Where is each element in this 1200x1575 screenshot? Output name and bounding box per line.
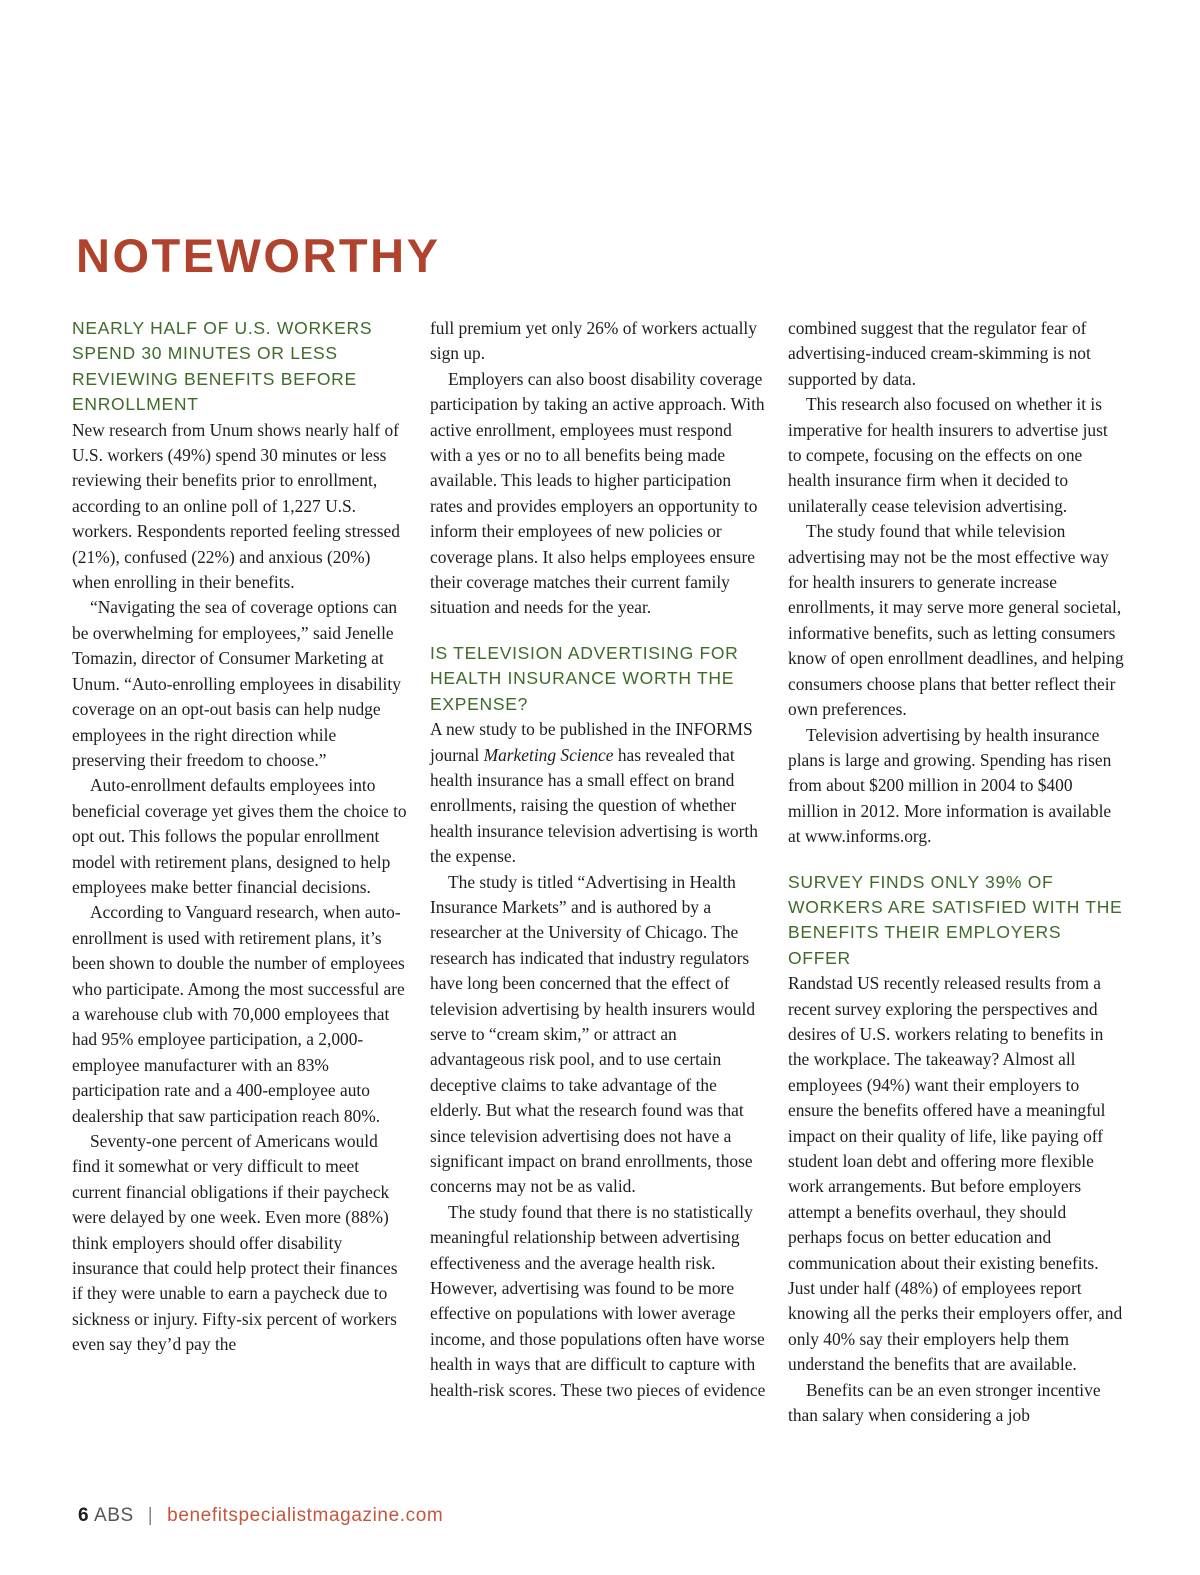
article-heading-unum: NEARLY HALF OF U.S. WORKERS SPEND 30 MINUTES OR LESS REVIEWING BENEFITS BEFORE ENROLLMENT xyxy=(72,318,373,415)
paragraph: Seventy-one percent of Americans would find it somewhat or very difficult to meet current financial obligations if their paycheck were delayed by one week. Even more (88%) think employers should offer disability insurance that could help protect their finances if they were unable to earn a paycheck due to sickness or injury. Fifty-six percent of workers even say they’d pay the xyxy=(72,1131,398,1355)
paragraph: The study found that there is no statistically meaningful relationship between advertising effectiveness and the average health risk. However, advertising was found to be more effective on populations with lower average income, and those populations often have worse health in ways that are difficult to capture with health-risk scores. These two pieces of evidence xyxy=(430,1201,766,1400)
paragraph: Benefits can be an even stronger incentive than salary when considering a job xyxy=(788,1379,1101,1426)
article-column-1 xyxy=(72,316,408,1358)
paragraph: combined suggest that the regulator fear of advertising-induced cream-skimming is not supported by data. xyxy=(788,318,1091,389)
publication-name: ABS xyxy=(94,1505,134,1526)
paragraph: New research from Unum shows nearly half of U.S. workers (49%) spend 30 minutes or less reviewing their benefits prior to enrollment, according to an online poll of 1,227 U.S. workers. Respondents reported feeling stressed (21%), confused (22%) and anxious (20%) when enrolling in their benefits. xyxy=(72,419,400,593)
page-title: NOTEWORTHY xyxy=(76,229,441,282)
page-number: 6 xyxy=(78,1505,90,1526)
paragraph: full premium yet only 26% of workers actually sign up. xyxy=(430,318,757,364)
page-footer xyxy=(78,1503,443,1529)
article-heading-tv-advertising: IS TELEVISION ADVERTISING FOR HEALTH INSURANCE WORTH THE EXPENSE? xyxy=(430,642,739,714)
paragraph: According to Vanguard research, when auto-enrollment is used with retirement plans, it’s been shown to double the number of employees who participate. Among the most successful are a warehouse club with 70,000 employees that had 95% employee participation, a 2,000-employee manufacturer with an 83% participation rate and a 400-employee auto dealership that saw participation reach 80%. xyxy=(72,902,405,1126)
article-column-3 xyxy=(788,316,1124,1428)
paragraph-text: has revealed that health insurance has a small effect on brand enrollments, raising the question of whether health insurance television advertising is worth the expense. xyxy=(430,744,758,867)
paragraph: This research also focused on whether it is imperative for health insurers to advertise just to compete, focusing on the effects on one health insurance firm when it decided to unilaterally cease television advertising. xyxy=(788,394,1108,516)
paragraph: The study found that while television advertising may not be the most effective way for health insurers to generate increase enrollments, it may serve more general societal, informative benefits, such as letting consumers know of open enrollment deadlines, and helping consumers choose plans that better reflect their own preferences. xyxy=(788,521,1124,720)
paragraph xyxy=(430,717,766,869)
paragraph: Auto-enrollment defaults employees into beneficial coverage yet gives them the choice to opt out. This follows the popular enrollment model with retirement plans, designed to help employees make better financial decisions. xyxy=(72,775,407,897)
paragraph-text: A new study to be published in the INFORMS journal xyxy=(430,719,753,765)
paragraph: Television advertising by health insurance plans is large and growing. Spending has risen from about $200 million in 2004 to $400 million in 2012. More information is available at www.informs.org. xyxy=(788,724,1112,847)
paragraph: “Navigating the sea of coverage options can be overwhelming for employees,” said Jenelle Tomazin, director of Consumer Marketing at Unum. “Auto-enrolling employees in disability coverage on an opt-out basis can help nudge employees in the right direction while preserving their freedom to choose.” xyxy=(72,597,401,770)
paragraph: The study is titled “Advertising in Health Insurance Markets” and is authored by a researcher at the University of Chicago. The research has indicated that industry regulators have long been concerned that the effect of television advertising by health insurers would serve to “cream skim,” or attract an advantageous risk pool, and to use certain deceptive claims to take advantage of the elderly. But what the research found was that since television advertising does not have a significant impact on brand enrollments, those concerns may not be as valid. xyxy=(430,871,756,1197)
paragraph: Employers can also boost disability coverage participation by taking an active approach. With active enrollment, employees must respond with a yes or no to all benefits being made available. This leads to higher participation rates and provides employers an opportunity to inform their employees of new policies or coverage plans. It also helps employees ensure their coverage matches their current family situation and needs for the year. xyxy=(430,368,765,618)
footer-separator: | xyxy=(147,1505,154,1526)
journal-title: Marketing Science xyxy=(483,744,614,765)
paragraph: Randstad US recently released results from a recent survey exploring the perspectives and desires of U.S. workers relating to benefits in the workplace. The takeaway? Almost all employees (94%) want their employers to ensure the benefits offered have a meaningful impact on their quality of life, like paying off student loan debt and offering more flexible work arrangements. But before employers attempt a benefits overhaul, they should perhaps focus on better education and communication about their existing benefits. Just under half (48%) of employees report knowing all the perks their employers offer, and only 40% say their employers help them understand the benefits that are available. xyxy=(788,973,1123,1375)
article-heading-randstad-survey: SURVEY FINDS ONLY 39% OF WORKERS ARE SATISFIED WITH THE BENEFITS THEIR EMPLOYERS OFFER xyxy=(788,871,1123,968)
website-link[interactable]: benefitspecialistmagazine.com xyxy=(167,1505,444,1526)
article-column-2 xyxy=(430,316,766,1403)
